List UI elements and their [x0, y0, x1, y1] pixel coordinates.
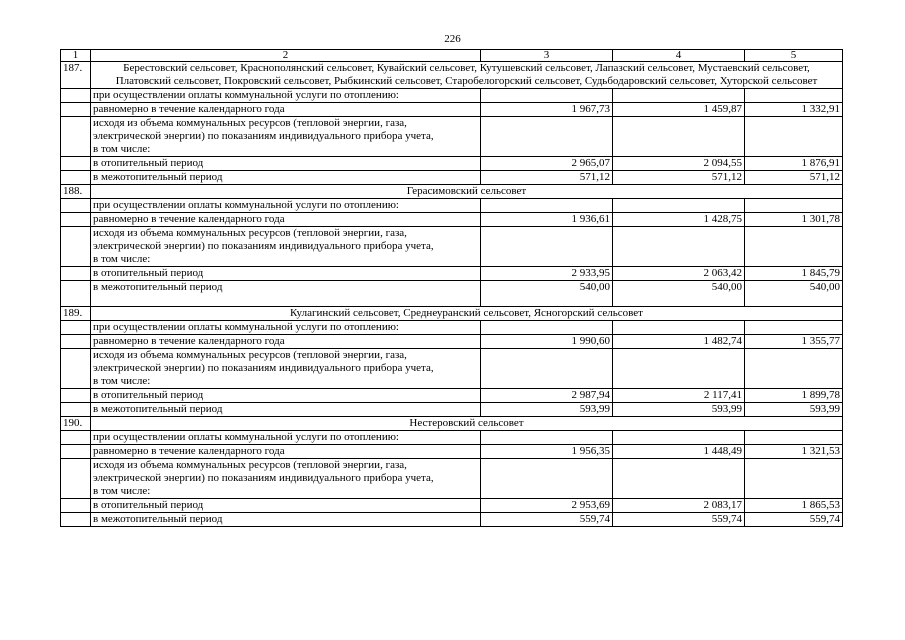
by-meter-label: исходя из объема коммунальных ресурсов (тепловой энергии, газа, электрической энергии) по показаниям индивидуального прибора учета, в том числе:: [91, 227, 481, 267]
value-cell: 2 094,55: [613, 157, 745, 171]
heating-intro-label: при осуществлении оплаты коммунальной услуги по отоплению:: [91, 431, 481, 445]
value-cell: 1 936,61: [481, 213, 613, 227]
value-cell: 1 301,78: [745, 213, 843, 227]
table-row: [61, 281, 843, 307]
value-cell: 1 448,49: [613, 445, 745, 459]
table-row: [61, 171, 843, 185]
value-cell: 593,99: [481, 403, 613, 417]
table-row: [61, 513, 843, 527]
table-row: [61, 499, 843, 513]
value-cell: 559,74: [481, 513, 613, 527]
section-title: Берестовский сельсовет, Краснополянский сельсовет, Кувайский сельсовет, Кутушевский сельсовет, Лапазский сельсовет, Мустаевский сельсовет, Платовский сельсовет, Покровский сельсовет, Рыбкинский сельсовет, Старобелогорский сельсовет, Судьбодаровский сельсовет, Хуторской сельсовет: [91, 62, 843, 89]
column-header: 5: [745, 50, 843, 62]
section-title-row: [61, 307, 843, 321]
row-number: 189.: [61, 307, 91, 321]
value-cell: 1 428,75: [613, 213, 745, 227]
uniform-label: равномерно в течение календарного года: [91, 103, 481, 117]
table-row: [61, 403, 843, 417]
section-title-row: [61, 417, 843, 431]
table-row: [61, 335, 843, 349]
section-title: Кулагинский сельсовет, Среднеуранский сельсовет, Ясногорский сельсовет: [91, 307, 843, 321]
value-cell: 1 865,53: [745, 499, 843, 513]
non-heating-period-label: в межотопительный период: [91, 171, 481, 185]
row-number: 190.: [61, 417, 91, 431]
heating-period-label: в отопительный период: [91, 157, 481, 171]
value-cell: 1 332,91: [745, 103, 843, 117]
uniform-label: равномерно в течение календарного года: [91, 213, 481, 227]
heating-period-label: в отопительный период: [91, 267, 481, 281]
value-cell: 1 956,35: [481, 445, 613, 459]
table-row: [61, 213, 843, 227]
value-cell: 593,99: [745, 403, 843, 417]
column-header: 4: [613, 50, 745, 62]
value-cell: 1 355,77: [745, 335, 843, 349]
section-title: Нестеровский сельсовет: [91, 417, 843, 431]
value-cell: 1 321,53: [745, 445, 843, 459]
non-heating-period-label: в межотопительный период: [91, 403, 481, 417]
tariff-table: [60, 49, 843, 527]
row-number: 188.: [61, 185, 91, 199]
value-cell: 540,00: [613, 281, 745, 307]
heating-intro-label: при осуществлении оплаты коммунальной услуги по отоплению:: [91, 199, 481, 213]
value-cell: 2 063,42: [613, 267, 745, 281]
page-number: 226: [444, 33, 461, 45]
value-cell: 1 845,79: [745, 267, 843, 281]
value-cell: 1 459,87: [613, 103, 745, 117]
section-title: Герасимовский сельсовет: [91, 185, 843, 199]
table-row: [61, 89, 843, 103]
value-cell: 559,74: [613, 513, 745, 527]
by-meter-label: исходя из объема коммунальных ресурсов (тепловой энергии, газа, электрической энергии) по показаниям индивидуального прибора учета, в том числе:: [91, 117, 481, 157]
non-heating-period-label: в межотопительный период: [91, 513, 481, 527]
table-row: [61, 103, 843, 117]
column-header-row: [61, 50, 843, 62]
value-cell: 1 876,91: [745, 157, 843, 171]
by-meter-label: исходя из объема коммунальных ресурсов (тепловой энергии, газа, электрической энергии) по показаниям индивидуального прибора учета, в том числе:: [91, 349, 481, 389]
table-row: [61, 199, 843, 213]
value-cell: 1 899,78: [745, 389, 843, 403]
table-row: [61, 117, 843, 157]
table-row: [61, 267, 843, 281]
column-header: 2: [91, 50, 481, 62]
heating-intro-label: при осуществлении оплаты коммунальной услуги по отоплению:: [91, 89, 481, 103]
table-row: [61, 459, 843, 499]
table-row: [61, 227, 843, 267]
value-cell: 571,12: [745, 171, 843, 185]
value-cell: 571,12: [613, 171, 745, 185]
value-cell: 559,74: [745, 513, 843, 527]
value-cell: 2 965,07: [481, 157, 613, 171]
value-cell: 1 482,74: [613, 335, 745, 349]
heating-period-label: в отопительный период: [91, 389, 481, 403]
value-cell: 540,00: [745, 281, 843, 307]
value-cell: 571,12: [481, 171, 613, 185]
non-heating-period-label: в межотопительный период: [91, 281, 481, 307]
value-cell: 540,00: [481, 281, 613, 307]
heating-period-label: в отопительный период: [91, 499, 481, 513]
value-cell: 1 990,60: [481, 335, 613, 349]
value-cell: 2 083,17: [613, 499, 745, 513]
value-cell: 2 987,94: [481, 389, 613, 403]
column-header: 3: [481, 50, 613, 62]
value-cell: 2 117,41: [613, 389, 745, 403]
section-title-row: [61, 185, 843, 199]
value-cell: 2 933,95: [481, 267, 613, 281]
table-row: [61, 431, 843, 445]
row-number: 187.: [61, 62, 91, 89]
table-row: [61, 321, 843, 335]
table-row: [61, 349, 843, 389]
table-row: [61, 157, 843, 171]
value-cell: 1 967,73: [481, 103, 613, 117]
value-cell: 2 953,69: [481, 499, 613, 513]
by-meter-label: исходя из объема коммунальных ресурсов (тепловой энергии, газа, электрической энергии) по показаниям индивидуального прибора учета, в том числе:: [91, 459, 481, 499]
uniform-label: равномерно в течение календарного года: [91, 335, 481, 349]
table-row: [61, 445, 843, 459]
heating-intro-label: при осуществлении оплаты коммунальной услуги по отоплению:: [91, 321, 481, 335]
value-cell: 593,99: [613, 403, 745, 417]
column-header: 1: [61, 50, 91, 62]
table-row: [61, 389, 843, 403]
section-title-row: [61, 62, 843, 89]
uniform-label: равномерно в течение календарного года: [91, 445, 481, 459]
